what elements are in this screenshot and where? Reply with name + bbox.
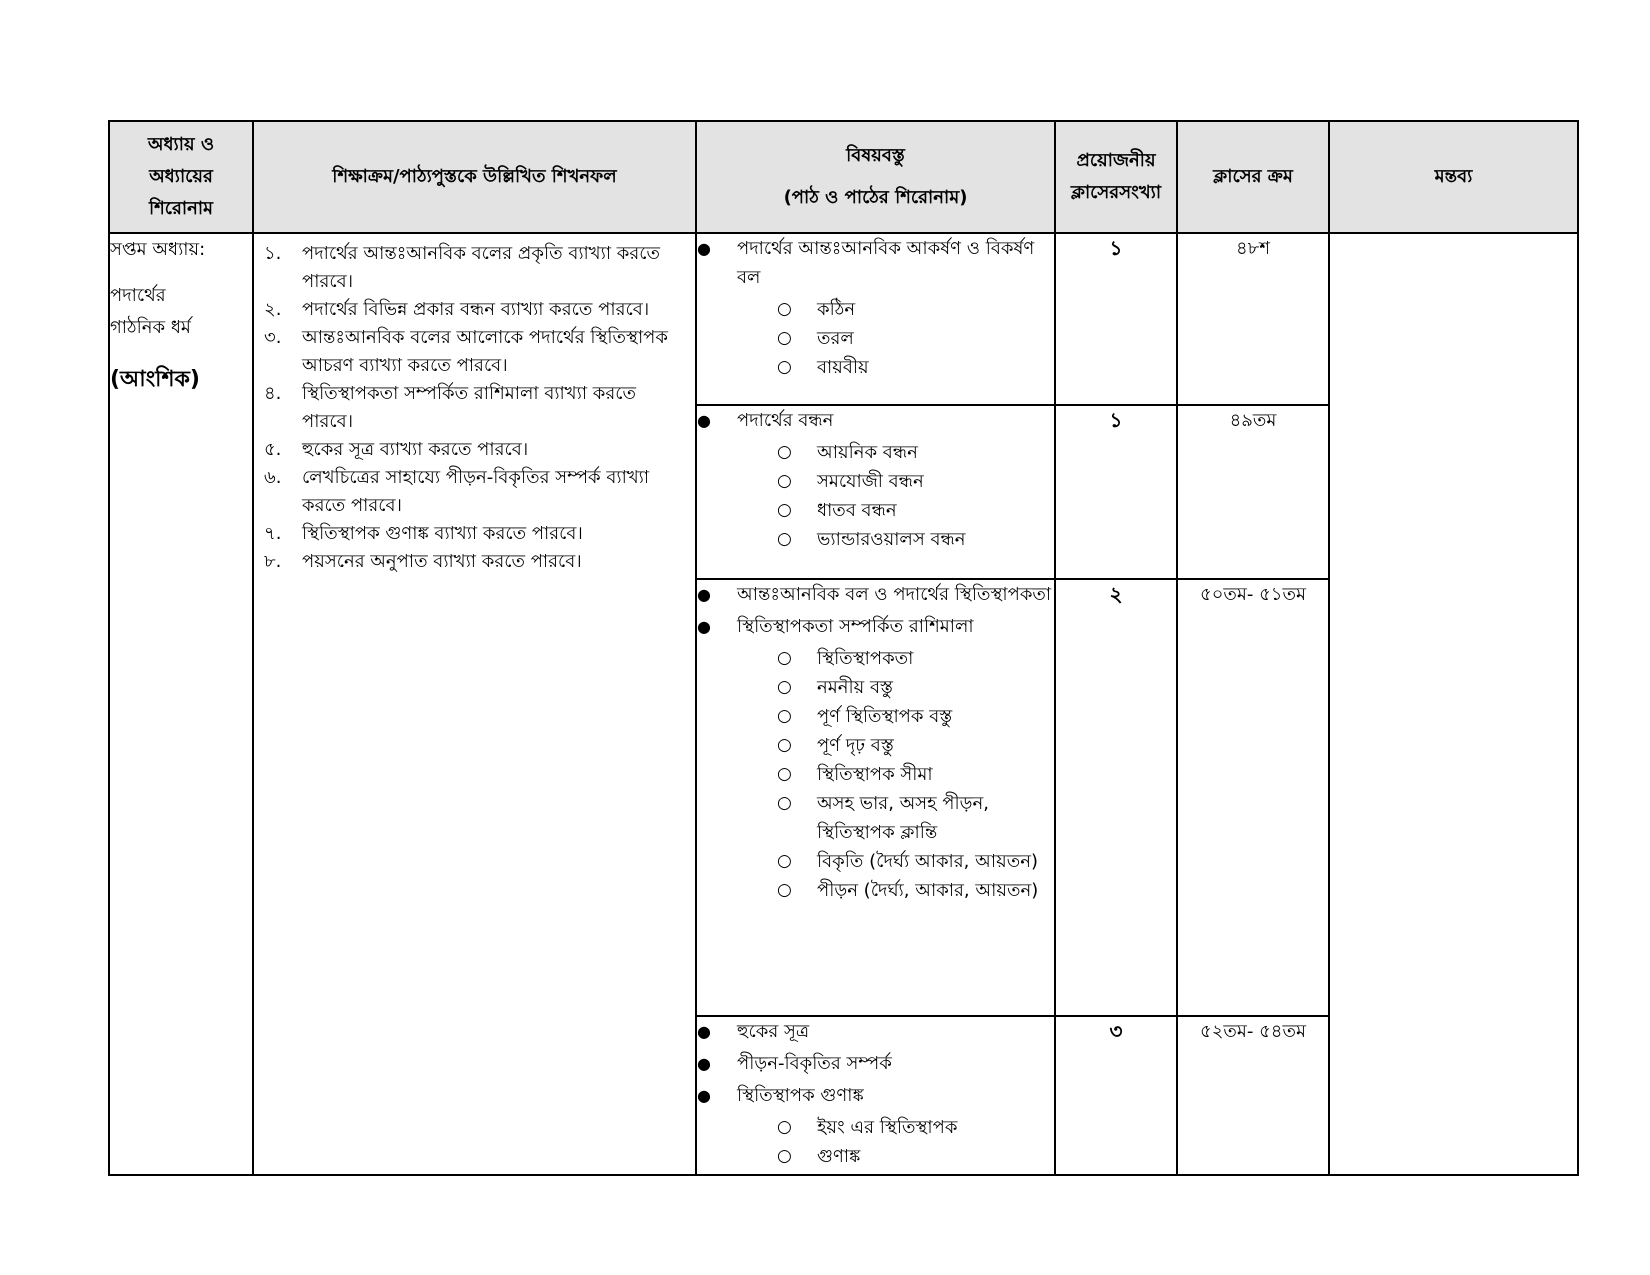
outcome-item xyxy=(264,240,683,296)
content-subitem xyxy=(697,702,1054,731)
circle-bullet-icon: ○ xyxy=(777,793,792,813)
outcome-item xyxy=(264,464,683,520)
circle-bullet-icon: ○ xyxy=(777,357,792,377)
content-bullet xyxy=(697,1081,1054,1110)
class-sequence-value: ৪৯তম xyxy=(1177,405,1329,579)
outcome-item xyxy=(264,520,683,548)
content-subitem-text: নমনীয় বস্তু xyxy=(817,677,893,698)
chapter-label: সপ্তম অধ্যায়: xyxy=(110,239,206,260)
header-chapter-line: শিরোনাম xyxy=(148,198,214,219)
circle-bullet-icon: ○ xyxy=(777,706,792,726)
header-chapter-line: অধ্যায়ের xyxy=(149,166,213,187)
header-remarks: মন্তব্য xyxy=(1329,121,1578,233)
content-subitem xyxy=(697,644,1054,673)
partial-label: (আংশিক) xyxy=(110,367,200,392)
header-outcomes: শিক্ষাক্রম/পাঠ্যপুস্তকে উল্লিখিত শিখনফল xyxy=(253,121,696,233)
content-subitem-text: কঠিন xyxy=(817,299,856,320)
class-sequence-value: ৫২তম- ৫৪তম xyxy=(1177,1016,1329,1175)
bullet-icon: ● xyxy=(697,1086,711,1105)
content-subitem-text: স্থিতিস্থাপকতা xyxy=(817,648,914,669)
content-subitem xyxy=(697,438,1054,467)
content-subitem xyxy=(697,496,1054,525)
bullet-icon: ● xyxy=(697,585,711,604)
content-bullet xyxy=(697,612,1054,641)
outcome-number: ২. xyxy=(264,299,282,320)
circle-bullet-icon: ○ xyxy=(777,735,792,755)
content-cell xyxy=(696,579,1055,1016)
header-classes-line: ক্লাসেরসংখ্যা xyxy=(1070,182,1162,203)
classes-needed-value: ১ xyxy=(1055,233,1177,405)
circle-bullet-icon: ○ xyxy=(777,500,792,520)
outcome-number: ৫. xyxy=(264,439,282,460)
content-subitem-text: পীড়ন (দৈর্ঘ্য, আকার, আয়তন) xyxy=(817,880,1039,901)
header-content-line: (পাঠ ও পাঠের শিরোনাম) xyxy=(783,187,968,208)
outcome-text: লেখচিত্রের সাহায্যে পীড়ন-বিকৃতির সম্পর্ক ব্যাখ্যা করতে পারবে। xyxy=(302,467,650,516)
content-cell xyxy=(696,233,1055,405)
bullet-icon: ● xyxy=(697,617,711,636)
content-subitem-text: ইয়ং এর স্থিতিস্থাপক xyxy=(817,1117,958,1138)
content-bullet-text: পীড়ন-বিকৃতির সম্পর্ক xyxy=(737,1053,892,1074)
content-subitem xyxy=(697,1113,1054,1142)
circle-bullet-icon: ○ xyxy=(777,677,792,697)
circle-bullet-icon: ○ xyxy=(777,471,792,491)
circle-bullet-icon: ○ xyxy=(777,328,792,348)
header-chapter-line: অধ্যায় ও xyxy=(147,134,215,155)
content-cell xyxy=(696,1016,1055,1175)
outcome-number: ৮. xyxy=(264,551,282,572)
content-cell xyxy=(696,405,1055,579)
content-bullet-text: পদার্থের বন্ধন xyxy=(737,410,834,431)
content-subitem-text: বায়বীয় xyxy=(817,357,869,378)
header-class-sequence: ক্লাসের ক্রম xyxy=(1177,121,1329,233)
outcomes-cell xyxy=(253,233,696,1175)
outcome-text: হুকের সূত্র ব্যাখ্যা করতে পারবে। xyxy=(302,439,529,460)
chapter-title: পদার্থের xyxy=(110,285,166,306)
table-row xyxy=(109,233,1578,405)
content-subitem-text: বিকৃতি (দৈর্ঘ্য আকার, আয়তন) xyxy=(817,851,1038,872)
outcomes-list xyxy=(254,240,695,576)
content-bullet-text: স্থিতিস্থাপক গুণাঙ্ক xyxy=(737,1085,864,1106)
content-subitem xyxy=(697,1142,1054,1171)
content-subitem xyxy=(697,731,1054,760)
content-subitem-text: স্থিতিস্থাপক সীমা xyxy=(817,764,933,785)
header-classes-needed xyxy=(1055,121,1177,233)
class-sequence-value: ৪৮শ xyxy=(1177,233,1329,405)
bullet-icon: ● xyxy=(697,239,711,258)
header-content xyxy=(696,121,1055,233)
header-row xyxy=(109,121,1578,233)
header-chapter xyxy=(109,121,253,233)
content-subitem-text: ভ্যান্ডারওয়ালস বন্ধন xyxy=(817,529,966,550)
content-subitem-text: অসহ ভার, অসহ পীড়ন, স্থিতিস্থাপক ক্লান্তি xyxy=(817,793,989,843)
header-classes-line: প্রয়োজনীয় xyxy=(1076,150,1156,171)
content-subitem-text: সমযোজী বন্ধন xyxy=(817,471,924,492)
content-bullet-text: হুকের সূত্র xyxy=(737,1021,810,1042)
outcome-item xyxy=(264,436,683,464)
content-subitem xyxy=(697,789,1054,847)
chapter-title: গাঠনিক ধর্ম xyxy=(110,317,191,338)
circle-bullet-icon: ○ xyxy=(777,1117,792,1137)
content-bullet xyxy=(697,1017,1054,1046)
outcome-text: স্থিতিস্থাপক গুণাঙ্ক ব্যাখ্যা করতে পারবে। xyxy=(302,523,583,544)
bullet-icon: ● xyxy=(697,411,711,430)
content-bullet xyxy=(697,406,1054,435)
outcome-text: পয়সনের অনুপাত ব্যাখ্যা করতে পারবে। xyxy=(302,551,582,572)
outcome-item xyxy=(264,380,683,436)
circle-bullet-icon: ○ xyxy=(777,648,792,668)
outcome-number: ৭. xyxy=(264,523,282,544)
classes-needed-value: ৩ xyxy=(1055,1016,1177,1175)
content-subitem-text: পূর্ণ দৃঢ় বস্তু xyxy=(817,735,894,756)
outcome-item xyxy=(264,324,683,380)
header-content-line: বিষয়বস্তু xyxy=(846,145,905,166)
circle-bullet-icon: ○ xyxy=(777,851,792,871)
content-subitem-text: তরল xyxy=(817,328,854,349)
content-subitem xyxy=(697,673,1054,702)
circle-bullet-icon: ○ xyxy=(777,1146,792,1166)
content-subitem xyxy=(697,467,1054,496)
outcome-number: ১. xyxy=(264,243,282,264)
outcome-item xyxy=(264,548,683,576)
content-subitem xyxy=(697,525,1054,554)
bullet-icon: ● xyxy=(697,1054,711,1073)
content-subitem xyxy=(697,324,1054,353)
classes-needed-value: ২ xyxy=(1055,579,1177,1016)
outcome-number: ৪. xyxy=(264,383,282,404)
content-subitem-text: গুণাঙ্ক xyxy=(817,1146,861,1167)
remarks-cell xyxy=(1329,233,1578,1175)
content-subitem xyxy=(697,295,1054,324)
circle-bullet-icon: ○ xyxy=(777,442,792,462)
content-bullet xyxy=(697,1049,1054,1078)
circle-bullet-icon: ○ xyxy=(777,880,792,900)
outcome-text: পদার্থের আন্তঃআনবিক বলের প্রকৃতি ব্যাখ্যা করতে পারবে। xyxy=(302,243,660,292)
outcome-text: স্থিতিস্থাপকতা সম্পর্কিত রাশিমালা ব্যাখ্যা করতে পারবে। xyxy=(302,383,636,432)
outcome-item xyxy=(264,296,683,324)
content-subitem-text: ধাতব বন্ধন xyxy=(817,500,897,521)
lesson-plan-table xyxy=(108,120,1579,1176)
content-subitem xyxy=(697,760,1054,789)
circle-bullet-icon: ○ xyxy=(777,764,792,784)
chapter-cell xyxy=(109,233,253,1175)
outcome-text: আন্তঃআনবিক বলের আলোকে পদার্থের স্থিতিস্থাপক আচরণ ব্যাখ্যা করতে পারবে। xyxy=(302,327,668,376)
circle-bullet-icon: ○ xyxy=(777,299,792,319)
content-subitem xyxy=(697,876,1054,905)
content-bullet-text: স্থিতিস্থাপকতা সম্পর্কিত রাশিমালা xyxy=(737,616,974,637)
content-subitem-text: আয়নিক বন্ধন xyxy=(817,442,918,463)
outcome-number: ৩. xyxy=(264,327,282,348)
content-subitem xyxy=(697,847,1054,876)
bullet-icon: ● xyxy=(697,1022,711,1041)
content-bullet xyxy=(697,580,1054,609)
content-bullet xyxy=(697,234,1054,292)
content-bullet-text: পদার্থের আন্তঃআনবিক আকর্ষণ ও বিকর্ষণ বল xyxy=(737,238,1035,288)
class-sequence-value: ৫০তম- ৫১তম xyxy=(1177,579,1329,1016)
content-subitem xyxy=(697,353,1054,382)
outcome-text: পদার্থের বিভিন্ন প্রকার বন্ধন ব্যাখ্যা করতে পারবে। xyxy=(302,299,650,320)
classes-needed-value: ১ xyxy=(1055,405,1177,579)
circle-bullet-icon: ○ xyxy=(777,529,792,549)
content-subitem-text: পূর্ণ স্থিতিস্থাপক বস্তু xyxy=(817,706,953,727)
content-bullet-text: আন্তঃআনবিক বল ও পদার্থের স্থিতিস্থাপকতা xyxy=(737,584,1052,605)
outcome-number: ৬. xyxy=(264,467,282,488)
